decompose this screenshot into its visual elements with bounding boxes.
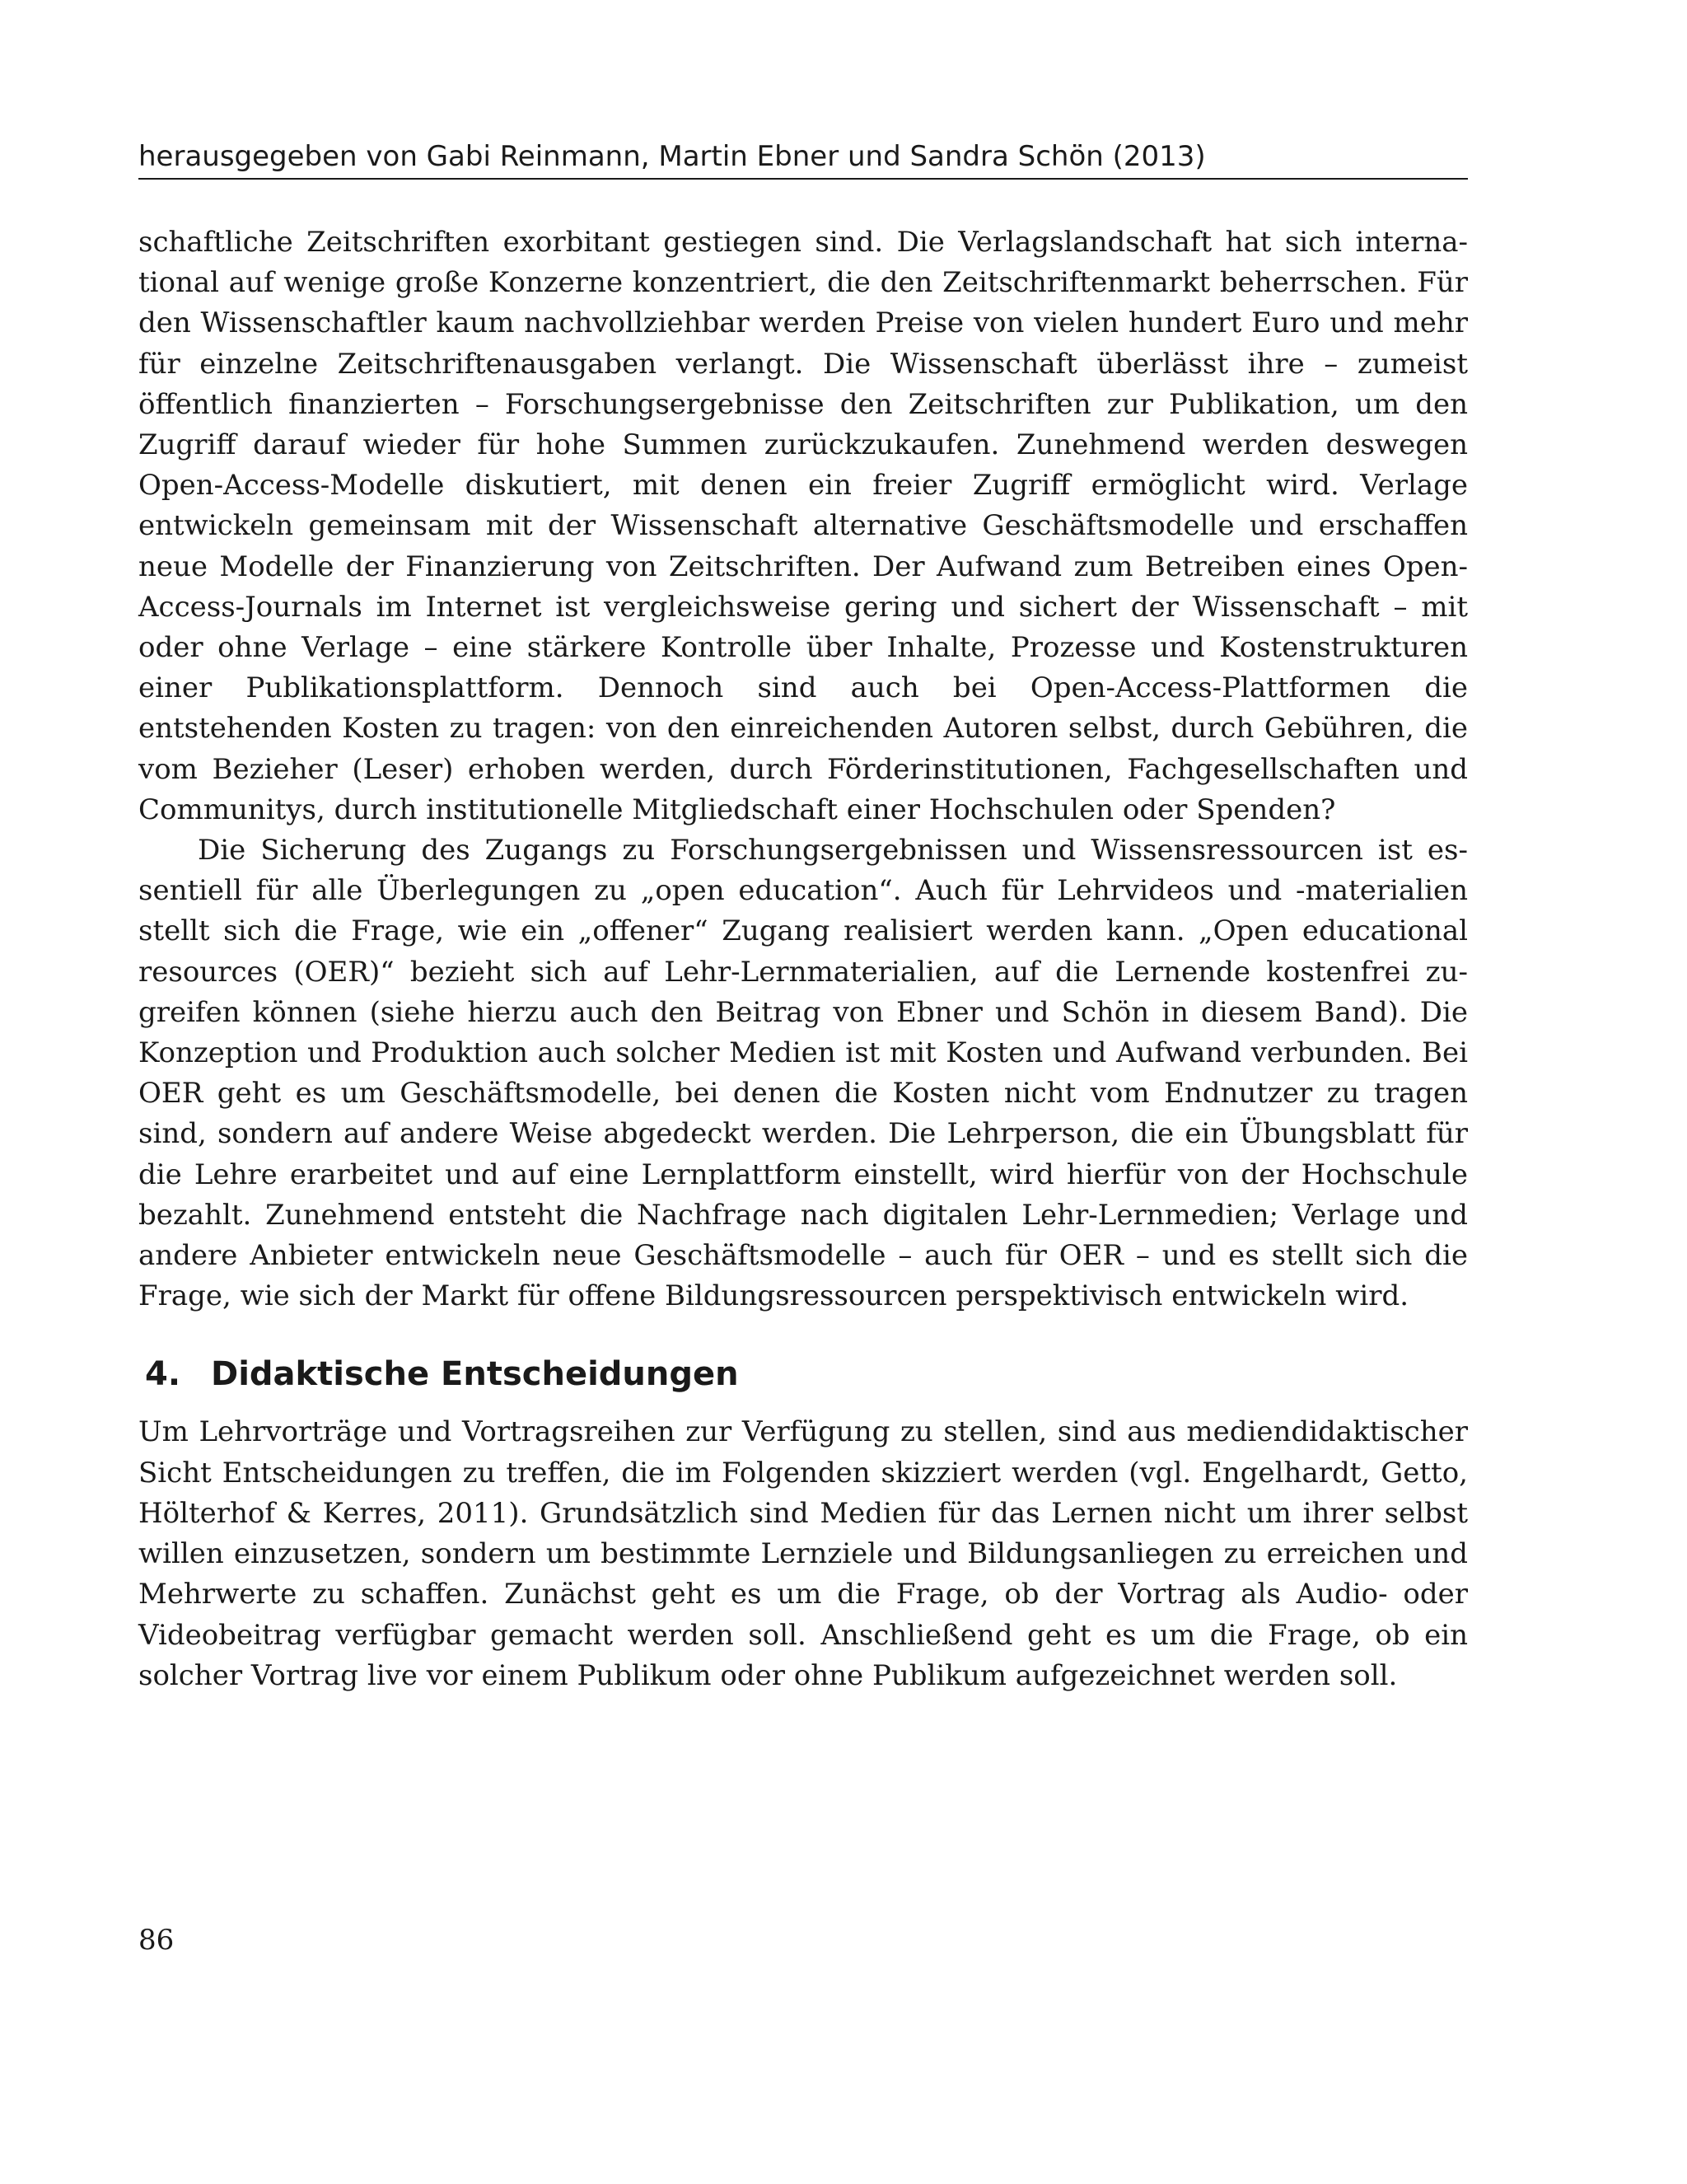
running-header: herausgegeben von Gabi Reinmann, Martin Ebner und Sandra Schön (2013)	[138, 138, 1468, 180]
page-number: 86	[138, 1924, 175, 1957]
section-heading	[145, 1351, 1468, 1397]
page	[138, 0, 1468, 2184]
section-title: Didaktische Entscheidungen	[211, 1355, 739, 1394]
body-text	[138, 222, 1468, 1696]
paragraph-continuation: schaftliche Zeitschriften exorbitant gestiegen sind. Die Verlagslandschaft hat sich international auf wenige große Konzerne konzentriert, die den Zeitschriftenmarkt beherrschen. Für den Wissenschaftler kaum nachvollziehbar werden Preise von vielen hundert Euro und mehr für einzelne Zeitschriftenausgaben verlangt. Die Wissenschaft überlässt ihre – zumeist öffentlich finanzierten – Forschungsergebnisse den Zeitschriften zur Publikation, um den Zugriff darauf wieder für hohe Summen zurückzukaufen. Zunehmend werden deswegen Open-Access-Modelle diskutiert, mit denen ein freier Zugriff ermöglicht wird. Verlage entwickeln gemeinsam mit der Wissenschaft alternative Geschäftsmodelle und erschaffen neue Modelle der Finanzierung von Zeitschriften. Der Aufwand zum Betreiben eines Open-Access-Journals im Internet ist vergleichsweise gering und sichert der Wissenschaft – mit oder ohne Verlage – eine stärkere Kontrolle über Inhalte, Prozesse und Kostenstrukturen einer Publikationsplattform. Dennoch sind auch bei Open-Access-Plattformen die entstehenden Kosten zu tragen: von den einreichenden Autoren selbst, durch Gebühren, die vom Bezieher (Leser) erhoben werden, durch Förderinstitutionen, Fachgesellschaften und Communitys, durch institutionelle Mitgliedschaft einer Hochschulen oder Spenden?	[138, 226, 1468, 826]
section-number: 4.	[145, 1355, 181, 1394]
paragraph-open-education: Die Sicherung des Zugangs zu Forschungsergebnissen und Wissensressourcen ist essentiell für alle Überlegungen zu „open education“. Auch für Lehrvideos und -materialien stellt sich die Frage, wie ein „offener“ Zugang realisiert werden kann. „Open educational resources (OER)“ bezieht sich auf Lehr-Lernmaterialien, auf die Lernende kostenfrei zugreifen können (siehe hierzu auch den Beitrag von Ebner und Schön in diesem Band). Die Konzeption und Produktion auch solcher Medien ist mit Kosten und Aufwand verbunden. Bei OER geht es um Geschäftsmodelle, bei denen die Kosten nicht vom Endnutzer zu tragen sind, sondern auf andere Weise abgedeckt werden. Die Lehrperson, die ein Übungsblatt für die Lehre erarbeitet und auf eine Lernplattform einstellt, wird hierfür von der Hochschule bezahlt. Zunehmend entsteht die Nachfrage nach digitalen Lehr-Lernmedien; Verlage und andere Anbieter entwickeln neue Geschäftsmodelle – auch für OER – und es stellt sich die Frage, wie sich der Markt für offene Bildungsressourcen perspektivisch entwickeln wird.	[138, 834, 1468, 1313]
paragraph-didactic-decisions: Um Lehrvorträge und Vortragsreihen zur Verfügung zu stellen, sind aus mediendidaktischer Sicht Entscheidungen zu treffen, die im Folgenden skizziert werden (vgl. Engelhardt, Getto, Hölterhof & Kerres, 2011). Grundsätzlich sind Medien für das Lernen nicht um ihrer selbst willen einzusetzen, sondern um bestimmte Lernziele und Bildungsanliegen zu erreichen und Mehrwerte zu schaffen. Zunächst geht es um die Frage, ob der Vortrag als Audio- oder Videobeitrag verfügbar gemacht werden soll. Anschließend geht es um die Frage, ob ein solcher Vortrag live vor einem Publikum oder ohne Publikum aufgezeichnet werden soll.	[138, 1415, 1468, 1692]
